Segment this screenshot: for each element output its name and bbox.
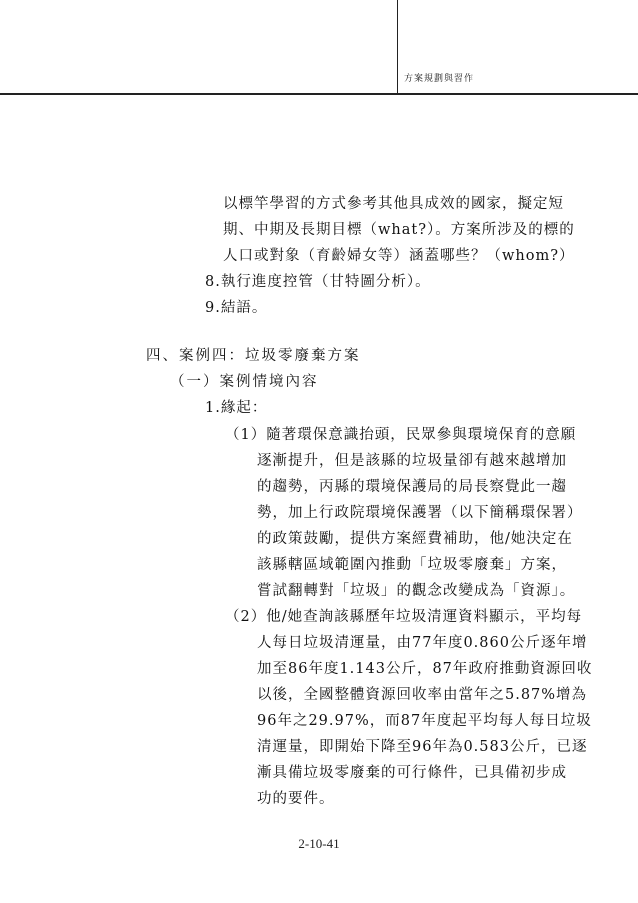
- paragraph-line: 嘗試翻轉對「垃圾」的觀念改變成為「資源」。: [257, 583, 576, 599]
- paragraph-line: （1）隨著環保意識抬頭，民眾參與環境保育的意願: [225, 427, 577, 443]
- paragraph-line: 加至86年度1.143公斤，87年政府推動資源回收: [257, 661, 593, 677]
- page-number: 2-10-41: [298, 836, 340, 851]
- list-item-9: 9.結語。: [205, 300, 268, 316]
- paragraph-line: 功的要件。: [257, 791, 335, 807]
- paragraph-line: 該縣轄區域範圍內推動「垃圾零廢棄」方案，: [257, 557, 567, 573]
- section-heading: 四、案例四：垃圾零廢棄方案: [146, 348, 361, 364]
- paragraph-line: 逐漸提升，但是該縣的垃圾量卻有越來越增加: [257, 453, 567, 469]
- paragraph-line: 漸具備垃圾零廢棄的可行條件，已具備初步成: [257, 765, 567, 781]
- paragraph-line: 人每日垃圾清運量，由77年度0.860公斤逐年增: [257, 635, 588, 651]
- paragraph-line: 的趨勢，丙縣的環境保護局的局長察覺此一趨: [257, 479, 567, 495]
- paragraph-line: 以後，全國整體資源回收率由當年之5.87%增為: [257, 687, 588, 703]
- list-item-8: 8.執行進度控管（甘特圖分析）。: [205, 274, 431, 290]
- header-vertical-rule: [397, 0, 398, 94]
- paragraph-line: 的政策鼓勵，提供方案經費補助，他/她決定在: [257, 531, 573, 547]
- paragraph-line: 96年之29.97%，而87年度起平均每人每日垃圾: [257, 713, 592, 729]
- paragraph-line: （2）他/她查詢該縣歷年垃圾清運資料顯示，平均每: [225, 609, 583, 625]
- subsection-heading: （一）案例情境內容: [170, 374, 319, 390]
- body-line: 人口或對象（育齡婦女等）涵蓋哪些？（whom?）: [223, 248, 575, 264]
- body-line: 期、中期及長期目標（what?）。方案所涉及的標的: [223, 222, 575, 238]
- paragraph-line: 勢，加上行政院環境保護署（以下簡稱環保署）: [257, 505, 583, 521]
- paragraph-line: 清運量，即開始下降至96年為0.583公斤，已逐: [257, 739, 588, 755]
- body-line: 以標竿學習的方式參考其他具成效的國家，擬定短: [223, 196, 564, 212]
- header-horizontal-rule: [0, 93, 638, 95]
- item-heading: 1.緣起：: [205, 400, 268, 416]
- running-header: 方案規劃與習作: [404, 74, 475, 84]
